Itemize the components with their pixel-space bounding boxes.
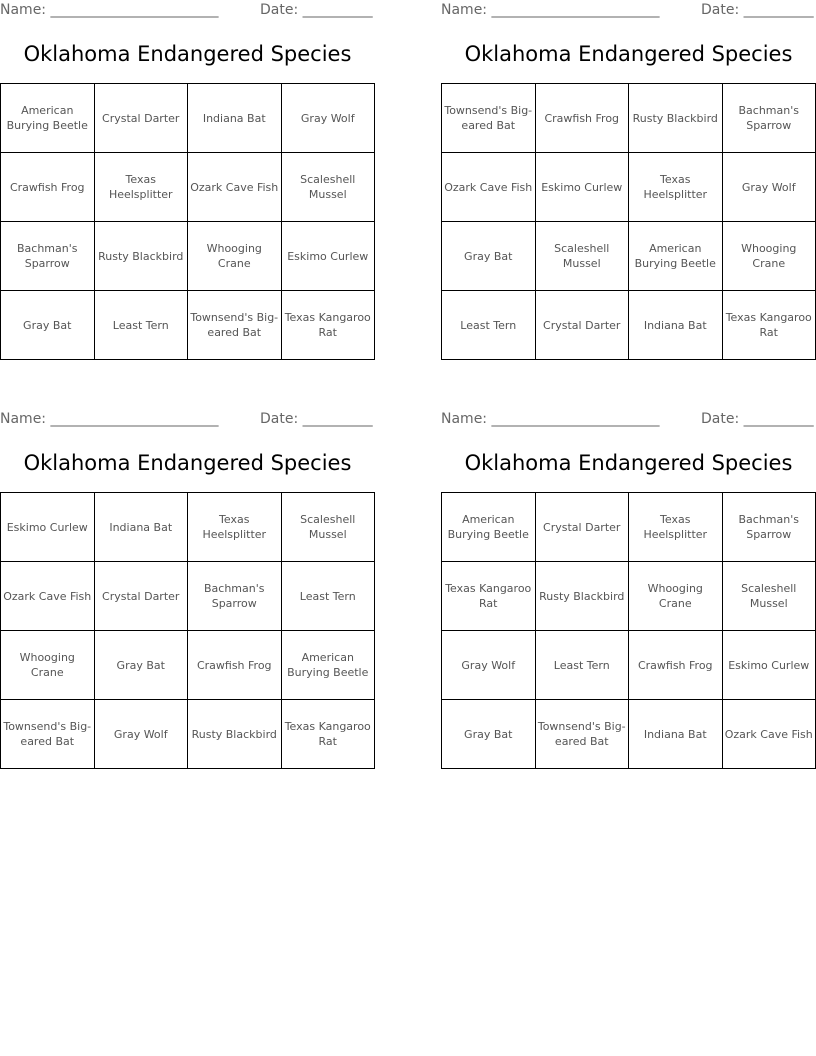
grid-cell: Whooging Crane <box>722 222 816 291</box>
grid-cell: Texas Heelsplitter <box>629 153 723 222</box>
grid-cell: Bachman's Sparrow <box>722 84 816 153</box>
grid-cell: American Burying Beetle <box>281 631 375 700</box>
grid-row <box>1 700 375 769</box>
grid-cell: Gray Bat <box>1 291 95 360</box>
grid-row <box>1 291 375 360</box>
grid-cell: Ozark Cave Fish <box>722 700 816 769</box>
name-label: Name: ________________________ <box>0 2 219 18</box>
grid-cell: Gray Bat <box>94 631 188 700</box>
grid-cell: Rusty Blackbird <box>188 700 282 769</box>
grid-cell: Crawfish Frog <box>188 631 282 700</box>
grid-row <box>1 84 375 153</box>
grid-cell: Rusty Blackbird <box>535 562 629 631</box>
grid-cell: Gray Wolf <box>722 153 816 222</box>
grid-cell: Indiana Bat <box>94 493 188 562</box>
grid-cell: Ozark Cave Fish <box>442 153 536 222</box>
grid-cell: Gray Wolf <box>281 84 375 153</box>
grid-row <box>442 153 816 222</box>
date-label: Date: __________ <box>260 2 373 18</box>
grid-cell: Whooging Crane <box>1 631 95 700</box>
grid-cell: Crawfish Frog <box>535 84 629 153</box>
grid-cell: Least Tern <box>281 562 375 631</box>
grid-row <box>1 631 375 700</box>
grid-cell: Scaleshell Mussel <box>535 222 629 291</box>
grid-cell: Gray Bat <box>442 222 536 291</box>
grid-row <box>442 700 816 769</box>
grid-cell: Scaleshell Mussel <box>281 153 375 222</box>
grid-cell: Scaleshell Mussel <box>722 562 816 631</box>
name-date-row <box>0 0 375 22</box>
grid-cell: Eskimo Curlew <box>281 222 375 291</box>
card-title: Oklahoma Endangered Species <box>464 451 793 475</box>
grid-cell: Crystal Darter <box>535 493 629 562</box>
grid-cell: Crawfish Frog <box>1 153 95 222</box>
grid-row <box>442 84 816 153</box>
grid-cell: American Burying Beetle <box>629 222 723 291</box>
name-date-row <box>0 409 375 431</box>
grid-cell: Texas Heelsplitter <box>94 153 188 222</box>
grid-cell: Indiana Bat <box>629 700 723 769</box>
card-title: Oklahoma Endangered Species <box>464 42 793 66</box>
grid-cell: Crystal Darter <box>94 84 188 153</box>
grid-cell: Townsend's Big-eared Bat <box>535 700 629 769</box>
grid-row <box>442 562 816 631</box>
name-date-row <box>441 0 816 22</box>
grid-cell: Bachman's Sparrow <box>188 562 282 631</box>
grid-row <box>442 631 816 700</box>
bingo-grid <box>441 83 816 360</box>
grid-cell: Whooging Crane <box>188 222 282 291</box>
grid-cell: Rusty Blackbird <box>94 222 188 291</box>
grid-cell: Eskimo Curlew <box>1 493 95 562</box>
grid-cell: Crystal Darter <box>94 562 188 631</box>
date-label: Date: __________ <box>260 411 373 427</box>
name-label: Name: ________________________ <box>0 411 219 427</box>
grid-row <box>442 291 816 360</box>
grid-cell: Least Tern <box>442 291 536 360</box>
card-title: Oklahoma Endangered Species <box>23 451 352 475</box>
grid-cell: Townsend's Big-eared Bat <box>442 84 536 153</box>
grid-cell: Townsend's Big-eared Bat <box>188 291 282 360</box>
bingo-grid <box>441 492 816 769</box>
grid-cell: Bachman's Sparrow <box>1 222 95 291</box>
card-title: Oklahoma Endangered Species <box>23 42 352 66</box>
grid-cell: Gray Bat <box>442 700 536 769</box>
grid-row <box>442 222 816 291</box>
bingo-card-2 <box>441 0 816 339</box>
grid-cell: Texas Kangaroo Rat <box>281 700 375 769</box>
grid-cell: Crystal Darter <box>535 291 629 360</box>
name-label: Name: ________________________ <box>441 411 660 427</box>
bingo-card-3 <box>0 409 375 748</box>
grid-row <box>1 222 375 291</box>
date-label: Date: __________ <box>701 411 814 427</box>
date-label: Date: __________ <box>701 2 814 18</box>
name-label: Name: ________________________ <box>441 2 660 18</box>
bingo-grid <box>0 83 375 360</box>
grid-cell: Texas Kangaroo Rat <box>722 291 816 360</box>
grid-cell: Eskimo Curlew <box>535 153 629 222</box>
grid-row <box>1 562 375 631</box>
grid-cell: Least Tern <box>94 291 188 360</box>
grid-cell: American Burying Beetle <box>1 84 95 153</box>
grid-cell: American Burying Beetle <box>442 493 536 562</box>
grid-cell: Gray Wolf <box>442 631 536 700</box>
grid-cell: Texas Heelsplitter <box>188 493 282 562</box>
grid-cell: Indiana Bat <box>188 84 282 153</box>
grid-row <box>1 493 375 562</box>
grid-cell: Texas Kangaroo Rat <box>442 562 536 631</box>
bingo-grid <box>0 492 375 769</box>
bingo-card-4 <box>441 409 816 748</box>
bingo-card-1 <box>0 0 375 339</box>
grid-cell: Least Tern <box>535 631 629 700</box>
grid-cell: Eskimo Curlew <box>722 631 816 700</box>
grid-cell: Texas Heelsplitter <box>629 493 723 562</box>
grid-cell: Indiana Bat <box>629 291 723 360</box>
grid-cell: Scaleshell Mussel <box>281 493 375 562</box>
grid-row <box>442 493 816 562</box>
grid-row <box>1 153 375 222</box>
grid-cell: Ozark Cave Fish <box>1 562 95 631</box>
grid-cell: Whooging Crane <box>629 562 723 631</box>
grid-cell: Bachman's Sparrow <box>722 493 816 562</box>
grid-cell: Texas Kangaroo Rat <box>281 291 375 360</box>
name-date-row <box>441 409 816 431</box>
grid-cell: Townsend's Big-eared Bat <box>1 700 95 769</box>
grid-cell: Ozark Cave Fish <box>188 153 282 222</box>
grid-cell: Gray Wolf <box>94 700 188 769</box>
grid-cell: Rusty Blackbird <box>629 84 723 153</box>
grid-cell: Crawfish Frog <box>629 631 723 700</box>
